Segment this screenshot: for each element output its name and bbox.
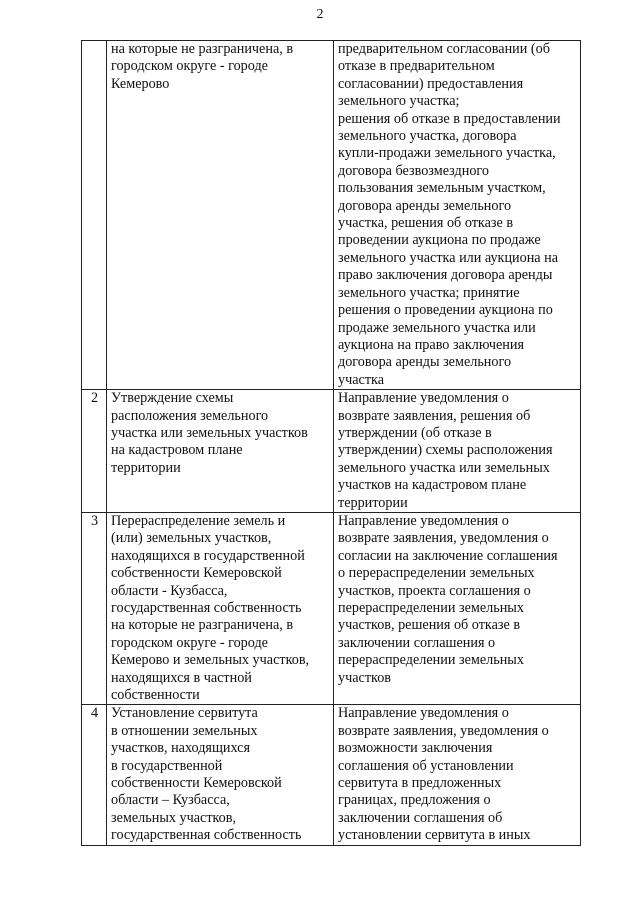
services-table <box>81 40 581 846</box>
table-row <box>82 705 581 845</box>
service-name-cell: Утверждение схемы расположения земельного участка или земельных участков на кадастровом плане территории <box>107 390 334 513</box>
service-result-cell: предварительном согласовании (об отказе в предварительном согласовании) предоставления земельного участка; решения об отказе в предоставлении земельного участка, договора купли-продажи земельного участка, договора безвозмездного пользования земельным участком, договора аренды земельного участка, решения об отказе в проведении аукциона по продаже земельного участка или аукциона на право заключения договора аренды земельного участка; принятие решения о проведении аукциона по продаже земельного участка или аукциона на право заключения договора аренды земельного участка <box>334 41 581 390</box>
row-number <box>82 41 107 390</box>
service-result-cell: Направление уведомления о возврате заявления, решения об утверждении (об отказе в утверждении) схемы расположения земельного участка или земельных участков на кадастровом плане территории <box>334 390 581 513</box>
service-name-cell: Установление сервитута в отношении земельных участков, находящихся в государственной собственности Кемеровской области – Кузбасса, земельных участков, государственная собственность <box>107 705 334 845</box>
service-name-cell: на которые не разграничена, в городском округе - городе Кемерово <box>107 41 334 390</box>
row-number: 3 <box>82 512 107 704</box>
row-number: 2 <box>82 390 107 513</box>
page-number: 2 <box>316 7 324 22</box>
service-name-cell: Перераспределение земель и (или) земельных участков, находящихся в государственной собственности Кемеровской области - Кузбасса, государственная собственность на которые не разграничена, в городском округе - городе Кемерово и земельных участков, находящихся в частной собственности <box>107 512 334 704</box>
service-result-cell: Направление уведомления о возврате заявления, уведомления о возможности заключения соглашения об установлении сервитута в предложенных границах, предложения о заключении соглашения об установлении сервитута в иных <box>334 705 581 845</box>
row-number: 4 <box>82 705 107 845</box>
service-result-cell: Направление уведомления о возврате заявления, уведомления о согласии на заключение соглашения о перераспределении земельных участков, проекта соглашения о перераспределении земельных участков, решения об отказе в заключении соглашения о перераспределении земельных участков <box>334 512 581 704</box>
table-row <box>82 41 581 390</box>
table-row <box>82 512 581 704</box>
table-row <box>82 390 581 513</box>
